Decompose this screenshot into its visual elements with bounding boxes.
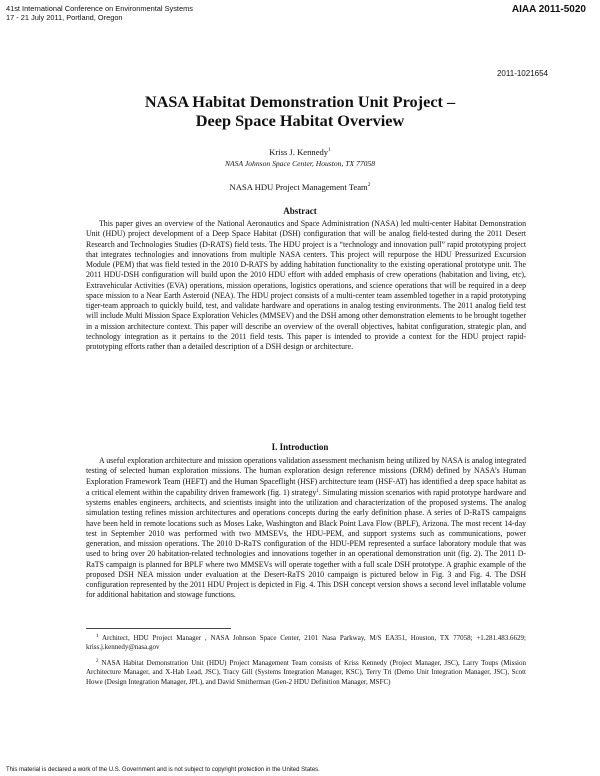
author-line	[0, 147, 600, 157]
team-footnote-marker: 2	[367, 182, 371, 188]
team-line	[0, 182, 600, 192]
footnote-2-marker: 2	[96, 659, 99, 664]
team-name: NASA HDU Project Management Team	[229, 182, 368, 192]
aiaa-paper-number: AIAA 2011-5020	[511, 4, 586, 15]
title-line-1: NASA Habitat Demonstration Unit Project –	[144, 92, 456, 111]
introduction-footnote-marker: 1	[316, 488, 319, 494]
paper-id: 2011-1021654	[496, 69, 548, 78]
author-name: Kriss J. Kennedy	[269, 147, 329, 157]
footnote-1	[86, 632, 526, 653]
footnote-2	[86, 657, 526, 687]
abstract-body: This paper gives an overview of the National Aeronautics and Space Administration (NASA) led multi-center Habitat Demonstration Unit (HDU) project development of a Deep Space Habitat (DSH) configuration that will be analog field-tested during the 2011 Desert Research and Technologies Studies (D-RATS) field tests. The HDU project is a “technology and innovation pull” rapid prototyping project that integrates technologies and innovations from multiple NASA centers. This project will repurpose the HDU Pressurized Excursion Module (PEM) that was field tested in the 2010 D-RATS by adding habitation functionality to the existing operational prototype unit. The 2011 HDU-DSH configuration will build upon the 2010 HDU effort with added emphasis of crew operations (habitation and living, etc), Extravehicular Activities (EVA) operations, mission operations, logistics operations, and science operations that will be required in a deep space mission to a Near Earth Asteroid (NEA). The HDU project consists of a multi-center team assembled together in a rapid prototyping tiger-team approach to quickly build, test, and validate hardware and operations in analog testing environments. The 2011 analog field test will include Multi Mission Space Exploration Vehicles (MMSEV) and the DSH among other demonstration elements to be brought together in a mission architecture context. This paper will describe an overview of the overall objectives, habitat configuration, strategic plan, and technology integration as it pertains to the 2011 field tests. This paper is intended to provide a context for the HDU project rapid-prototyping efforts rather than a detailed description of a DSH design or architecture.	[86, 219, 526, 351]
title-line-2: Deep Space Habitat Overview	[195, 111, 405, 130]
author-affiliation: NASA Johnson Space Center, Houston, TX 77058	[224, 159, 376, 168]
copyright-notice: This material is declared a work of the U.S. Government and is not subject to copyright protection in the United States.	[6, 767, 320, 773]
introduction-text-part-2: . Simulating mission scenarios with rapid prototype hardware and systems enables engineers, architects, and scientists insight into the utilization and characterization of the proposed systems. The analog simulation testing refines mission architectures and operations concepts during the early definition phase. A series of D-RaTS campaigns have been held in remote locations such as Moses Lake, Washington and Black Point Lava Flow (BPLF), Arizona. The most recent 14-day test in September 2010 was performed with two MMSEVs, the HDU-PEM, and support systems such as communications, power generation, and mission operations. The 2010 D-RaTS configuration of the HDU-PEM represented a surface laboratory module that was used to bring over 20 habitation-related technologies and innovations together in an operational demonstration unit (fig. 2). The 2011 D-RaTS campaign is planned for BPLF where two MMSEVs will operate together with a full scale DSH prototype. A graphic example of the proposed DSH NEA mission under evaluation at the Desert-RaTS 2010 campaign is pictured below in Fig. 3 and Fig. 4. The DSH configuration represented by the 2011 HDU Project is depicted in Fig. 4. This DSH concept version shows a second level inflatable volume for additional habitation and stowage functions.	[86, 487, 526, 600]
footnote-2-text: NASA Habitat Demonstration Unit (HDU) Project Management Team consists of Kriss Kennedy (Project Manager, JSC), Larry Toups (Mission Architecture Manager, and X-Hab Lead, JSC), Tracy Gill (Systems Integration Manager, KSC), Terry Tri (Demo Unit Integration Manager, JSC), Scott Howe (Design Integration Manager, JPL), and David Smitherman (Gen-2 HDU Definition Manager, MSFC)	[86, 659, 526, 686]
conference-dates: 17 - 21 July 2011, Portland, Oregon	[6, 12, 123, 22]
paper-title	[0, 92, 600, 130]
footnote-1-marker: 1	[96, 634, 99, 639]
conference-header	[6, 5, 193, 22]
abstract-heading: Abstract	[283, 206, 317, 216]
footnote-1-text: Architect, HDU Project Manager , NASA Johnson Space Center, 2101 Nasa Parkway, M/S EA351, Houston, TX 77058; +1.281.483.6629; kriss.j.kennedy@nasa.gov	[86, 634, 526, 652]
conference-name: 41st International Conference on Environmental Systems	[6, 4, 193, 13]
footnote-divider	[86, 628, 231, 629]
author-footnote-marker: 1	[328, 147, 331, 153]
introduction-text-part-1: A useful exploration architecture and mission operations validation assessment mechanism being utilized by NASA is analog integrated testing of selected human exploration missions. The human exploration design reference missions (DRM) defined by NASA’s Human Exploration Framework Team (HEFT) and the Human Spaceflight (HSF) architecture team (HSF-AT) has identified a deep space habitat as a critical element within the capability driven framework (fig. 1) strategy	[86, 456, 526, 497]
introduction-body	[86, 456, 526, 601]
introduction-heading: I. Introduction	[271, 442, 329, 452]
